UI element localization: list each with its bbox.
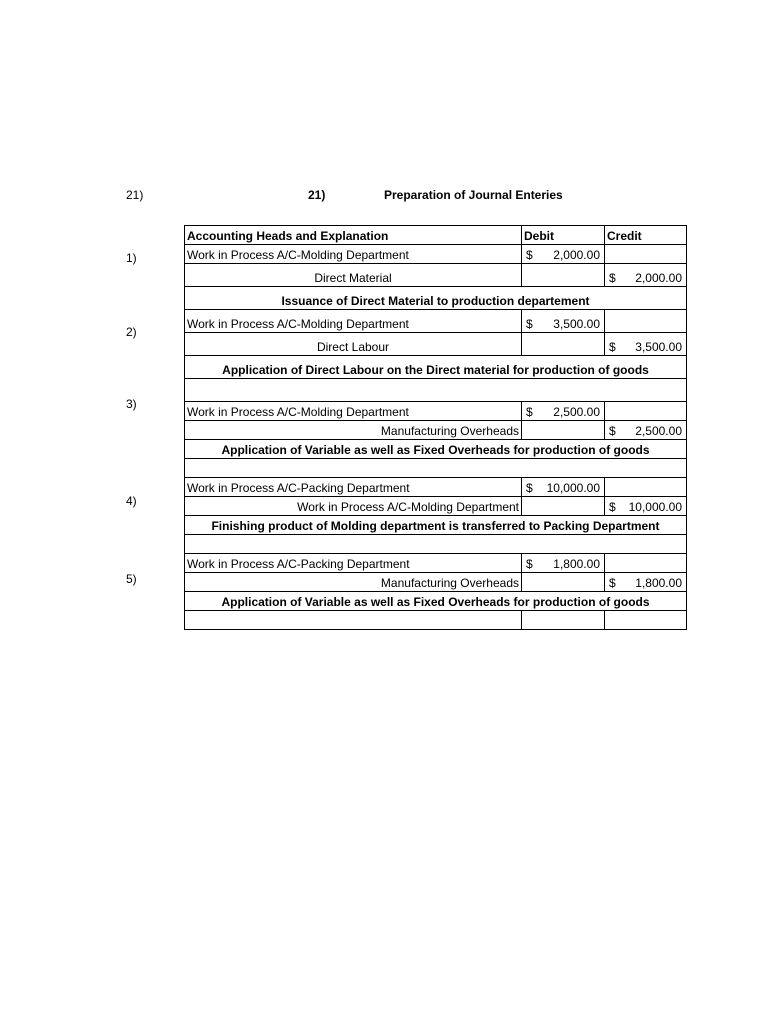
account-debit-line: Work in Process A/C-Molding Department: [185, 402, 522, 421]
credit-amount: 10,000.00: [628, 500, 682, 514]
credit-cell: [605, 421, 687, 440]
currency-symbol: $: [609, 271, 616, 285]
currency-symbol: $: [526, 405, 533, 419]
credit-amount: 3,500.00: [635, 340, 682, 354]
currency-symbol: $: [526, 248, 533, 262]
currency-symbol: $: [609, 424, 616, 438]
credit-amount: 2,500.00: [635, 424, 682, 438]
table-header-row: [185, 226, 687, 245]
credit-amount: 1,800.00: [635, 576, 682, 590]
debit-cell: [522, 264, 605, 287]
account-debit-line: Work in Process A/C-Molding Department: [185, 310, 522, 333]
table-row: [185, 440, 687, 459]
table-row: [185, 421, 687, 440]
account-credit-line: Direct Labour: [185, 333, 522, 356]
table-row: [185, 459, 687, 478]
column-header-credit: Credit: [605, 226, 687, 245]
narration: Application of Variable as well as Fixed Overheads for production of goods: [185, 592, 687, 611]
debit-cell: [522, 310, 605, 333]
currency-symbol: $: [526, 557, 533, 571]
credit-cell: [605, 402, 687, 421]
debit-amount: 3,500.00: [553, 317, 600, 331]
empty-cell: [185, 459, 687, 478]
empty-cell: [605, 611, 687, 630]
empty-cell: [185, 535, 687, 554]
table-row: [185, 554, 687, 573]
debit-amount: 2,500.00: [553, 405, 600, 419]
table-row: [185, 356, 687, 379]
debit-cell: [522, 573, 605, 592]
table-row: [185, 611, 687, 630]
credit-cell: [605, 245, 687, 264]
table-row: [185, 379, 687, 402]
debit-cell: [522, 478, 605, 497]
credit-cell: [605, 554, 687, 573]
narration: Finishing product of Molding department is transferred to Packing Department: [185, 516, 687, 535]
debit-amount: 2,000.00: [553, 248, 600, 262]
debit-cell: [522, 554, 605, 573]
entry-number-3: 3): [126, 397, 137, 411]
debit-cell: [522, 497, 605, 516]
table-row: [185, 264, 687, 287]
debit-amount: 10,000.00: [546, 481, 600, 495]
empty-cell: [185, 611, 522, 630]
narration: Issuance of Direct Material to production departement: [185, 287, 687, 310]
table-row: [185, 402, 687, 421]
table-row: [185, 478, 687, 497]
currency-symbol: $: [526, 481, 533, 495]
narration: Application of Variable as well as Fixed Overheads for production of goods: [185, 440, 687, 459]
currency-symbol: $: [609, 500, 616, 514]
entry-number-2: 2): [126, 325, 137, 339]
currency-symbol: $: [609, 576, 616, 590]
credit-cell: [605, 573, 687, 592]
table-row: [185, 516, 687, 535]
account-credit-line: Direct Material: [185, 264, 522, 287]
debit-amount: 1,800.00: [553, 557, 600, 571]
account-credit-line: Work in Process A/C-Molding Department: [185, 497, 522, 516]
debit-cell: [522, 333, 605, 356]
table-row: [185, 245, 687, 264]
currency-symbol: $: [609, 340, 616, 354]
entry-number-5: 5): [126, 572, 137, 586]
question-number-center: 21): [308, 188, 326, 202]
table-row: [185, 497, 687, 516]
column-header-accounting-heads: Accounting Heads and Explanation: [185, 226, 522, 245]
credit-cell: [605, 310, 687, 333]
debit-cell: [522, 421, 605, 440]
credit-cell: [605, 264, 687, 287]
table-row: [185, 535, 687, 554]
debit-cell: [522, 245, 605, 264]
empty-cell: [522, 611, 605, 630]
credit-amount: 2,000.00: [635, 271, 682, 285]
credit-cell: [605, 333, 687, 356]
table-row: [185, 573, 687, 592]
journal-entries-table: [184, 225, 687, 630]
account-credit-line: Manufacturing Overheads: [185, 421, 522, 440]
column-header-debit: Debit: [522, 226, 605, 245]
account-debit-line: Work in Process A/C-Packing Department: [185, 478, 522, 497]
account-debit-line: Work in Process A/C-Packing Department: [185, 554, 522, 573]
debit-cell: [522, 402, 605, 421]
credit-cell: [605, 497, 687, 516]
currency-symbol: $: [526, 317, 533, 331]
table-row: [185, 310, 687, 333]
account-credit-line: Manufacturing Overheads: [185, 573, 522, 592]
table-row: [185, 592, 687, 611]
table-row: [185, 287, 687, 310]
entry-number-1: 1): [126, 251, 137, 265]
account-debit-line: Work in Process A/C-Molding Department: [185, 245, 522, 264]
table-row: [185, 333, 687, 356]
narration: Application of Direct Labour on the Direct material for production of goods: [185, 356, 687, 379]
entry-number-4: 4): [126, 494, 137, 508]
question-number-left: 21): [126, 188, 144, 202]
credit-cell: [605, 478, 687, 497]
empty-cell: [185, 379, 687, 402]
page-title: Preparation of Journal Enteries: [384, 188, 563, 202]
